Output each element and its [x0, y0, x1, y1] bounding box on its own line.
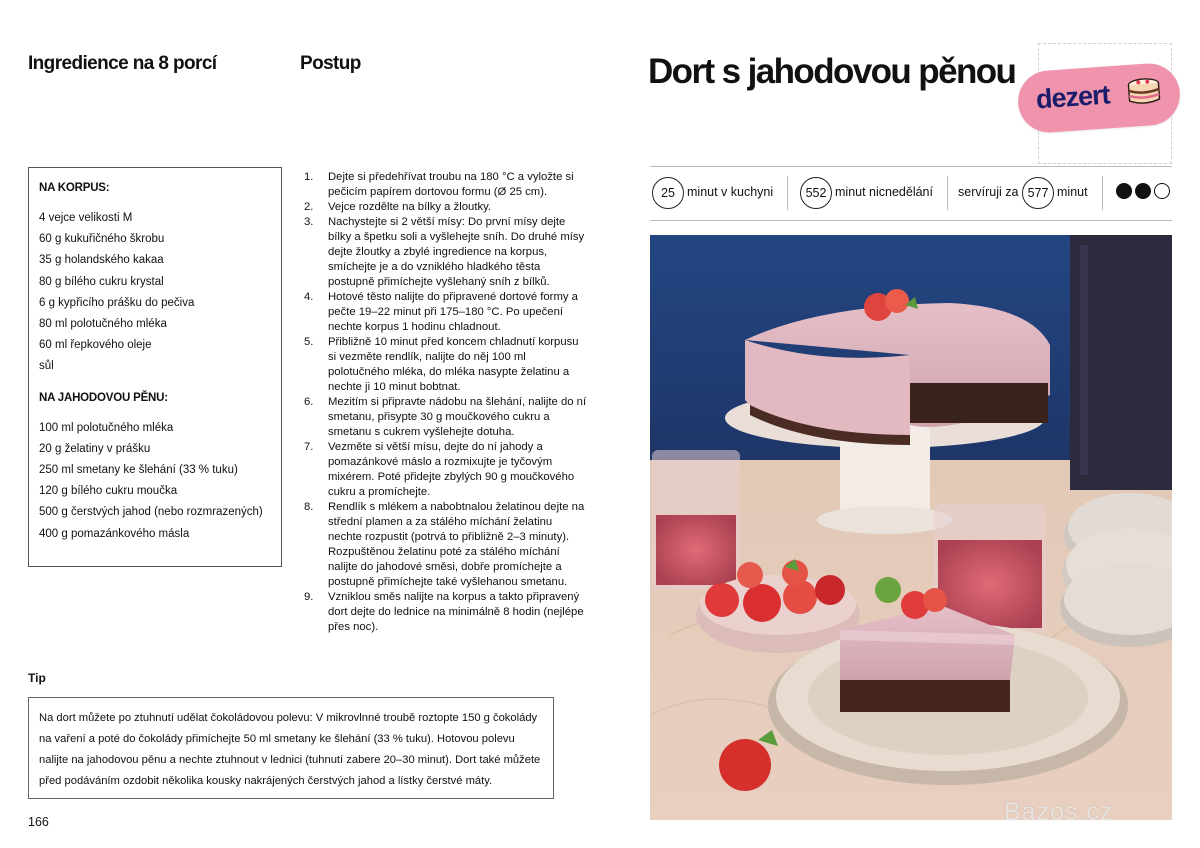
difficulty-dot-filled [1116, 183, 1132, 199]
serve-prefix: servíruji za [958, 185, 1019, 199]
cake-photo-illustration [650, 235, 1172, 820]
step-number: 8. [304, 501, 314, 513]
ingredient-item: 60 g kukuřičného škrobu [39, 233, 165, 246]
serve-minutes-circle: 577 [1022, 177, 1054, 209]
ingredient-item: sůl [39, 360, 54, 373]
ingredient-item: 250 ml smetany ke šlehání (33 % tuku) [39, 464, 238, 477]
ingredient-item: 500 g čerstvých jahod (nebo rozmrazených) [39, 506, 263, 519]
step-number: 1. [304, 171, 314, 183]
tip-label: Tip [28, 671, 46, 685]
ingredient-item: 80 ml polotučného mléka [39, 318, 167, 331]
ingredient-group-title: NA KORPUS: [39, 182, 110, 194]
ingredient-item: 80 g bílého cukru krystal [39, 275, 164, 288]
ingredients-box [28, 167, 282, 567]
recipe-title: Dort s jahodovou pěnou [648, 52, 1016, 91]
info-separator [787, 176, 788, 210]
step-number: 5. [304, 336, 314, 348]
step-item [304, 290, 588, 335]
step-text: Vejce rozdělte na bílky a žloutky. [328, 201, 492, 213]
cake-icon [1123, 75, 1165, 110]
ingredient-item: 120 g bílého cukru moučka [39, 485, 178, 498]
step-number: 7. [304, 441, 314, 453]
info-bar-top-rule [650, 166, 1172, 167]
step-number: 6. [304, 396, 314, 408]
step-number: 9. [304, 591, 314, 603]
strawberry-cake-photo [650, 235, 1172, 820]
steps-list [304, 170, 588, 635]
page-number: 166 [28, 815, 49, 829]
step-item [304, 170, 588, 200]
step-item [304, 440, 588, 500]
step-text: Dejte si předehřívat troubu na 180 °C a vyložte si pečicím papírem dortovou formu (Ø 25 cm). [328, 171, 574, 198]
ingredient-item: 6 g kypřicího prášku do pečiva [39, 296, 195, 309]
step-text: Rendlík s mlékem a nabobtnalou želatinou dejte na střední plamen a za stálého míchání želatinu nechte rozpustit (potrvá to přibližně 2–3 minuty). Rozpuštěnou želatinu poté za stálého míchání nalijte do jahodové směsi, dobře promíchejte a postupně přimíchejte také vyšlehanou smetanu. [328, 501, 585, 588]
ingredients-heading: Ingredience na 8 porcí [28, 53, 217, 74]
difficulty-dot-filled [1135, 183, 1151, 199]
ingredient-item: 100 ml polotučného mléka [39, 421, 174, 434]
step-text: Vezměte si větší mísu, dejte do ní jahody a pomazánkové máslo a rozmixujte je tyčovým mixérem. Poté přidejte zbylých 90 g moučkového cukru a promíchejte. [328, 441, 575, 498]
category-badge-label: dezert [1035, 79, 1111, 115]
step-item [304, 590, 588, 635]
step-item [304, 395, 588, 440]
step-number: 3. [304, 216, 314, 228]
step-text: Nachystejte si 2 větší mísy: Do první mísy dejte bílky a špetku soli a vyšlehejte sníh. Do druhé mísy dejte žloutky a zbylé ingredience na korpus, smíchejte je a do vzniklého hladkého těsta postupně přimíchejte vyšlehaný sníh z bílků. [328, 216, 585, 288]
ingredient-group-title: NA JAHODOVOU PĚNU: [39, 391, 168, 404]
watermark: Bazos.cz [1004, 798, 1114, 826]
step-text: Mezitím si připravte nádobu na šlehání, nalijte do ní smetanu, přisypte 30 g moučkového cukru a smetanu s cukrem vyšlehejte dotuha. [328, 396, 587, 438]
step-number: 2. [304, 201, 314, 213]
idle-minutes-label: minut nicnedělání [835, 185, 933, 199]
ingredient-item: 20 g želatiny v prášku [39, 442, 151, 455]
info-separator [947, 176, 948, 210]
kitchen-minutes-label: minut v kuchyni [687, 185, 774, 199]
serve-suffix: minut [1057, 185, 1088, 199]
step-item [304, 200, 588, 215]
ingredient-item: 400 g pomazánkového másla [39, 527, 190, 540]
info-bar-bottom-rule [650, 220, 1172, 221]
steps-heading: Postup [300, 53, 361, 74]
ingredient-item: 4 vejce velikosti M [39, 212, 133, 224]
difficulty-dot-empty [1154, 183, 1170, 199]
ingredient-item: 35 g holandského kakaa [39, 254, 164, 267]
info-separator [1102, 176, 1103, 210]
ingredient-item: 60 ml řepkového oleje [39, 339, 152, 352]
step-item [304, 500, 588, 590]
step-number: 4. [304, 291, 314, 303]
step-item [304, 335, 588, 395]
tip-box: Na dort můžete po ztuhnutí udělat čokoládovou polevu: V mikrovlnné troubě roztopte 150 g čokolády na vaření a poté do čokolády přimíchejte 50 ml smetany ke šlehání (33 % tuku). Hotovou polevu nalijte na jahodovou pěnu a nechte ztuhnout v lednici (tuhnutí zabere 20–30 minut). Dort také můžete před podáváním ozdobit několika kousky nakrájených čerstvých jahod a lístky čerstvé máty. [28, 697, 554, 799]
idle-minutes-circle: 552 [800, 177, 832, 209]
step-text: Hotové těsto nalijte do připravené dortové formy a pečte 19–22 minut při 175–180 °C. Po upečení nechte korpus 1 hodinu chladnout. [328, 291, 578, 333]
step-text: Vzniklou směs nalijte na korpus a takto připravený dort dejte do lednice na minimálně 8 hodin (nejlépe přes noc). [328, 591, 584, 633]
step-item [304, 215, 588, 290]
step-text: Přibližně 10 minut před koncem chladnutí korpusu si vezměte rendlík, nalijte do něj 100 ml polotučného mléka, do mléka nasypte želatinu a nechte ji 10 minut bobtnat. [328, 336, 579, 393]
kitchen-minutes-circle: 25 [652, 177, 684, 209]
